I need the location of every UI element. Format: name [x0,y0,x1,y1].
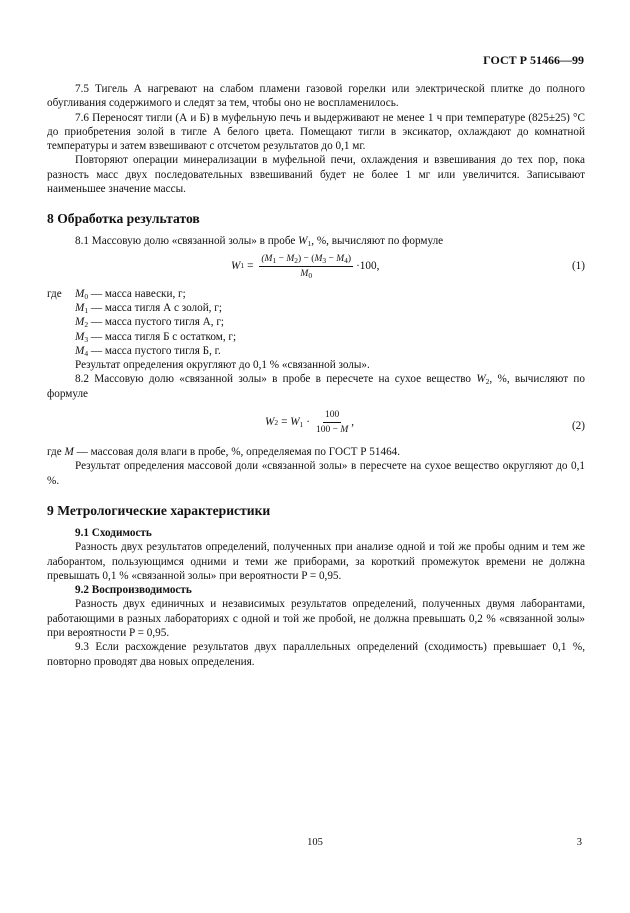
where-item-m3: $M_3$ — масса тигля Б с остатком, г; [75,330,237,344]
rounding-2: Результат определения массовой доли «связанной золы» в пересчете на сухое вещество округляют до 0,1 %. [47,460,585,487]
page-number-center: 105 [307,837,323,848]
paragraph-8-2: 8.2 Массовую долю «связанной золы» в пробе в пересчете на сухое вещество $W_2$, %, вычисляют по формуле [47,373,585,400]
paragraph-7-6: 7.6 Переносят тигли (А и Б) в муфельную печь и выдерживают не менее 1 ч при температуре (825±25) °С до приобретения золой в тигле А белого цвета. Помещают тигли в эксикатор, охлаждают до комнатной температуры и затем взвешивают с отсчетом результатов до 0,1 мг. [47,111,585,153]
rounding-1: Результат определения округляют до 0,1 % «связанной золы». [75,359,370,372]
paragraph-8-1: 8.1 Массовую долю «связанной золы» в пробе $W_1$, %, вычисляют по формуле [75,235,444,249]
paragraph-9-3: 9.3 Если расхождение результатов двух параллельных определений (сходимость) превышает 0,1 %, повторно проводят два новых определения. [47,641,585,668]
document-body [47,82,585,669]
where-item-m2: $M_2$ — масса пустого тигля А, г; [75,316,225,330]
where-prefix: где [47,287,62,300]
p81-text-a: 8.1 Массовую долю «связанной золы» в пробе [75,235,299,248]
where-item-m4: $M_4$ — масса пустого тигля Б, г. [75,344,221,358]
formula-2-lhs: W [265,416,275,429]
formula-2-numerator: 100 [323,409,341,423]
formula-1-factor: ·100, [356,260,380,273]
formula-2-denominator: 100 − M [316,425,349,436]
formula-1-numerator: $(M_1 - M_2) - (M_3 - M_4)$ [261,253,352,265]
formula-2-number: (2) [571,420,585,433]
p81-text-b: , %, вычисляют по формуле [311,235,444,248]
where-2: где M — массовая доля влаги в пробе, %, определяемая по ГОСТ Р 51464. [47,446,401,459]
paragraph-7-6-cont: Повторяют операции минерализации в муфельной печи, охлаждения и взвешивания до тех пор, пока разность масс двух последовательных взвешиваний будет не более 1 мг или увеличится. Записывают наименьшее значение массы. [47,154,585,196]
formula-1-denominator: $M_0$ [300,268,313,280]
where-item-m0: $M_0$ — масса навески, г; [75,287,186,301]
formula-1: W 1 = $\frac{(M_1 - M_2) - (M_3 - M_4)}{M_0}$ ·100, (1) [231,253,585,280]
paragraph-9-2: Разность двух единичных и независимых результатов определений, полученных двумя лаборантами, работающими в разных лабораториях с одной и той же пробой, не должна превышать 0,2 % «связанной золы» при вероятности P = 0,95. [47,598,585,640]
formula-2: W 2 = $W_1$ · $\frac{100}{100 - M}$ , (2) [265,410,585,436]
formula-2-fraction [316,409,348,436]
formula-1-fraction [259,253,353,280]
symbol-w1: W [298,235,308,248]
page-number-right: 3 [576,837,582,848]
where-list-1 [47,287,585,358]
formula-1-number: (1) [571,259,585,272]
subsection-9-1-heading: 9.1 Сходимость [75,526,152,539]
paragraph-9-1: Разность двух результатов определений, полученных при анализе одной и той же пробы одним и тем же лаборантом, пользующимся одними и теми же приборами, за короткий промежуток времени не должна превышать 0,1 % «связанной золы» при вероятности P = 0,95. [47,541,585,582]
section-8-heading: 8 Обработка результатов [47,211,200,227]
document-header: ГОСТ Р 51466—99 [483,53,584,67]
formula-1-lhs: W [231,260,241,273]
subsection-9-2-heading: 9.2 Воспроизводимость [75,584,192,597]
paragraph-7-5: 7.5 Тигель А нагревают на слабом пламени газовой горелки или электрической плитке до полного обугливания содержимого и следят за тем, чтобы оно не воспламенилось. [47,83,585,110]
section-9-heading: 9 Метрологические характеристики [47,502,271,518]
where-item-m1: $M_1$ — масса тигля А с золой, г; [75,301,222,315]
